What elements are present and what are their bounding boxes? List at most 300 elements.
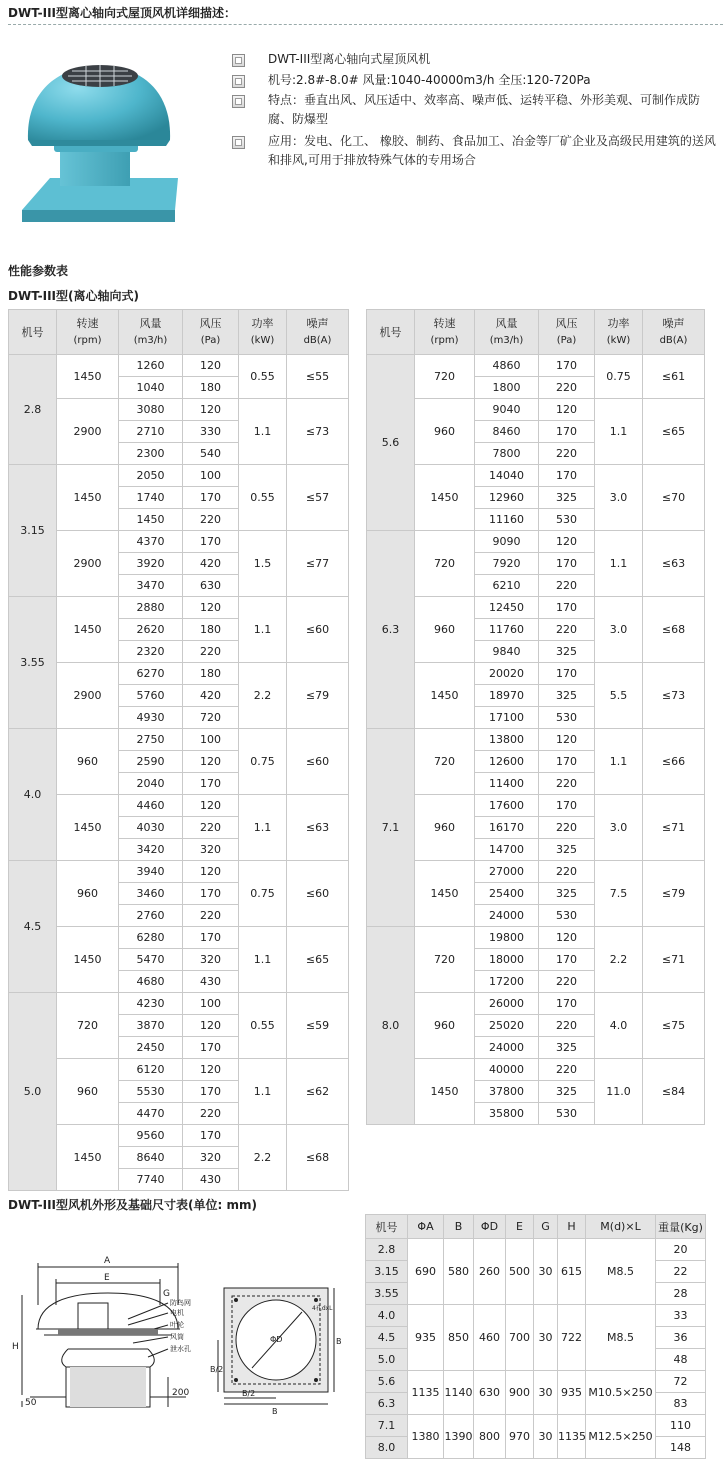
model-no-cell: 3.15 <box>366 1261 408 1283</box>
rpm-cell: 720 <box>415 927 475 993</box>
noise-cell: ≤66 <box>643 729 705 795</box>
airflow-cell: 3920 <box>119 553 183 575</box>
airflow-cell: 1040 <box>119 377 183 399</box>
perf-header-unit: (rpm) <box>73 335 102 346</box>
dimension-cell: 30 <box>534 1371 558 1415</box>
table-row <box>367 927 705 949</box>
rpm-cell: 960 <box>57 729 119 795</box>
noise-cell: ≤84 <box>643 1059 705 1125</box>
weight-cell: 110 <box>656 1415 706 1437</box>
airflow-cell: 25400 <box>475 883 539 905</box>
weight-cell: 22 <box>656 1261 706 1283</box>
airflow-cell: 6270 <box>119 663 183 685</box>
pressure-cell: 320 <box>183 949 239 971</box>
noise-cell: ≤60 <box>287 861 349 927</box>
power-cell: 0.75 <box>239 729 287 795</box>
rpm-cell: 1450 <box>415 1059 475 1125</box>
pressure-cell: 170 <box>539 993 595 1015</box>
noise-cell: ≤70 <box>643 465 705 531</box>
pressure-cell: 180 <box>183 377 239 399</box>
pressure-cell: 120 <box>539 399 595 421</box>
model-no-cell: 7.1 <box>366 1415 408 1437</box>
dims-header-cell: 重量(Kg) <box>656 1215 706 1239</box>
perf-header-cell <box>9 310 57 355</box>
power-cell: 3.0 <box>595 597 643 663</box>
airflow-cell: 4230 <box>119 993 183 1015</box>
pressure-cell: 220 <box>183 905 239 927</box>
power-cell: 2.2 <box>239 1125 287 1191</box>
airflow-cell: 8640 <box>119 1147 183 1169</box>
dims-header-cell: E <box>506 1215 534 1239</box>
dimension-cell: 900 <box>506 1371 534 1415</box>
weight-cell: 72 <box>656 1371 706 1393</box>
airflow-cell: 2590 <box>119 751 183 773</box>
dimension-cell: 460 <box>474 1305 506 1371</box>
perf-header-cell <box>367 310 415 355</box>
pressure-cell: 325 <box>539 839 595 861</box>
pressure-cell: 120 <box>183 1059 239 1081</box>
dims-header-cell: B <box>444 1215 474 1239</box>
power-cell: 1.1 <box>239 1059 287 1125</box>
pressure-cell: 180 <box>183 663 239 685</box>
perf-header-unit: dB(A) <box>303 335 332 346</box>
feature-item <box>232 50 723 69</box>
table-row <box>367 355 705 377</box>
dim-label-g: G <box>163 1289 170 1299</box>
table-row <box>367 399 705 421</box>
rpm-cell: 1450 <box>415 663 475 729</box>
weight-cell: 36 <box>656 1327 706 1349</box>
noise-cell: ≤79 <box>643 861 705 927</box>
dimension-cell: 800 <box>474 1415 506 1459</box>
airflow-cell: 5530 <box>119 1081 183 1103</box>
airflow-cell: 11400 <box>475 773 539 795</box>
model-no-cell: 8.0 <box>367 927 415 1125</box>
perf-header-unit: (m3/h) <box>133 335 168 346</box>
dimension-cell: 30 <box>534 1239 558 1305</box>
airflow-cell: 14040 <box>475 465 539 487</box>
perf-header-cell <box>183 310 239 355</box>
pressure-cell: 420 <box>183 553 239 575</box>
noise-cell: ≤63 <box>643 531 705 597</box>
table-row <box>367 1059 705 1081</box>
model-no-cell: 6.3 <box>367 531 415 729</box>
dimension-cell: 1135 <box>408 1371 444 1415</box>
power-cell: 1.1 <box>239 927 287 993</box>
table-row <box>367 993 705 1015</box>
power-cell: 0.75 <box>239 861 287 927</box>
airflow-cell: 18970 <box>475 685 539 707</box>
noise-cell: ≤77 <box>287 531 349 597</box>
weight-cell: 28 <box>656 1283 706 1305</box>
feature-text: DWT-III型离心轴向式屋顶风机 <box>268 52 431 66</box>
airflow-cell: 24000 <box>475 1037 539 1059</box>
power-cell: 1.1 <box>595 399 643 465</box>
perf-header-label: 转速 <box>433 317 456 330</box>
airflow-cell: 1260 <box>119 355 183 377</box>
airflow-cell: 4460 <box>119 795 183 817</box>
airflow-cell: 3420 <box>119 839 183 861</box>
dimension-cell: M12.5×250 <box>586 1415 656 1459</box>
pressure-cell: 120 <box>183 861 239 883</box>
pressure-cell: 220 <box>539 861 595 883</box>
dimension-cell: 970 <box>506 1415 534 1459</box>
perf-header-cell <box>287 310 349 355</box>
power-cell: 5.5 <box>595 663 643 729</box>
perf-header-unit: (rpm) <box>430 335 459 346</box>
dim-label-a: A <box>104 1256 111 1266</box>
dim-label-b2-horz: B/2 <box>242 1389 256 1398</box>
dims-table-title: DWT-III型风机外形及基础尺寸表(单位: mm) <box>8 1198 257 1212</box>
model-no-cell: 4.0 <box>366 1305 408 1327</box>
table-row <box>367 465 705 487</box>
dim-label-phid: ΦD <box>270 1335 283 1344</box>
pressure-cell: 720 <box>183 707 239 729</box>
table-row <box>367 531 705 553</box>
airflow-cell: 9090 <box>475 531 539 553</box>
airflow-cell: 5470 <box>119 949 183 971</box>
dim-label-holes: 4孔dxL <box>312 1305 333 1312</box>
airflow-cell: 12600 <box>475 751 539 773</box>
dim-label-b-vert: B <box>336 1337 342 1346</box>
airflow-cell: 17200 <box>475 971 539 993</box>
perf-header-label: 功率 <box>251 317 274 330</box>
power-cell: 2.2 <box>239 663 287 729</box>
pressure-cell: 420 <box>183 685 239 707</box>
airflow-cell: 2040 <box>119 773 183 795</box>
power-cell: 1.5 <box>239 531 287 597</box>
pressure-cell: 320 <box>183 839 239 861</box>
rpm-cell: 960 <box>415 399 475 465</box>
airflow-cell: 17600 <box>475 795 539 817</box>
model-no-cell: 2.8 <box>9 355 57 465</box>
airflow-cell: 2760 <box>119 905 183 927</box>
rpm-cell: 720 <box>57 993 119 1059</box>
table-row <box>367 795 705 817</box>
perf-header-label: 噪声 <box>306 317 329 330</box>
pressure-cell: 120 <box>539 729 595 751</box>
feature-item <box>232 132 723 170</box>
dim-label-b-horz: B <box>272 1407 278 1416</box>
dim-label-50: 50 <box>25 1398 37 1408</box>
fan-product-image <box>20 60 180 230</box>
noise-cell: ≤75 <box>643 993 705 1059</box>
dim-label-h: H <box>12 1342 19 1352</box>
callout-duct: 风筒 <box>170 1333 184 1341</box>
callout-drain-hole: 泄水孔 <box>170 1345 191 1353</box>
feature-text: 特点：垂直出风、风压适中、效率高、噪声低、运转平稳、外形美观、可制作成防腐、防爆型 <box>268 93 701 126</box>
noise-cell: ≤57 <box>287 465 349 531</box>
airflow-cell: 12450 <box>475 597 539 619</box>
pressure-cell: 170 <box>539 553 595 575</box>
dimension-cell: 935 <box>558 1371 586 1415</box>
noise-cell: ≤63 <box>287 795 349 861</box>
airflow-cell: 3470 <box>119 575 183 597</box>
perf-header-label: 功率 <box>607 317 630 330</box>
pressure-cell: 530 <box>539 707 595 729</box>
airflow-cell: 3870 <box>119 1015 183 1037</box>
airflow-cell: 4370 <box>119 531 183 553</box>
table-row <box>9 465 349 487</box>
noise-cell: ≤61 <box>643 355 705 399</box>
pressure-cell: 430 <box>183 1169 239 1191</box>
perf-header-cell <box>119 310 183 355</box>
power-cell: 7.5 <box>595 861 643 927</box>
noise-cell: ≤55 <box>287 355 349 399</box>
pressure-cell: 100 <box>183 993 239 1015</box>
rpm-cell: 720 <box>415 355 475 399</box>
weight-cell: 148 <box>656 1437 706 1459</box>
dimension-cell: 1140 <box>444 1371 474 1415</box>
noise-cell: ≤60 <box>287 729 349 795</box>
pressure-cell: 100 <box>183 465 239 487</box>
dimension-cell: 1380 <box>408 1415 444 1459</box>
dimension-cell: 690 <box>408 1239 444 1305</box>
pressure-cell: 325 <box>539 641 595 663</box>
bullet-icon <box>232 75 245 88</box>
rpm-cell: 1450 <box>415 861 475 927</box>
rpm-cell: 2900 <box>57 531 119 597</box>
performance-table-right <box>366 309 705 1125</box>
pressure-cell: 220 <box>539 377 595 399</box>
dimension-cell: M10.5×250 <box>586 1371 656 1415</box>
pressure-cell: 170 <box>539 663 595 685</box>
table-row <box>367 663 705 685</box>
perf-header-label: 转速 <box>76 317 99 330</box>
perf-header-unit: (Pa) <box>200 335 221 346</box>
pressure-cell: 170 <box>539 421 595 443</box>
perf-header-cell <box>475 310 539 355</box>
dims-header-cell: M(d)×L <box>586 1215 656 1239</box>
perf-header-cell <box>539 310 595 355</box>
callout-motor: 电机 <box>170 1309 184 1317</box>
power-cell: 3.0 <box>595 795 643 861</box>
pressure-cell: 120 <box>539 927 595 949</box>
pressure-cell: 170 <box>539 949 595 971</box>
perf-header-unit: (kW) <box>606 335 631 346</box>
weight-cell: 33 <box>656 1305 706 1327</box>
power-cell: 1.1 <box>239 399 287 465</box>
rpm-cell: 2900 <box>57 663 119 729</box>
noise-cell: ≤62 <box>287 1059 349 1125</box>
dimension-cell: 850 <box>444 1305 474 1371</box>
perf-header-cell <box>415 310 475 355</box>
pressure-cell: 330 <box>183 421 239 443</box>
dims-header-cell: G <box>534 1215 558 1239</box>
table-row <box>366 1239 706 1261</box>
model-no-cell: 2.8 <box>366 1239 408 1261</box>
table-row <box>9 531 349 553</box>
bullet-icon <box>232 54 245 67</box>
rpm-cell: 1450 <box>57 597 119 663</box>
model-no-cell: 5.0 <box>366 1349 408 1371</box>
performance-table-left <box>8 309 349 1191</box>
power-cell: 1.1 <box>239 597 287 663</box>
dimension-cell: 580 <box>444 1239 474 1305</box>
pressure-cell: 325 <box>539 685 595 707</box>
page-title: DWT-III型离心轴向式屋顶风机详细描述： <box>8 6 236 20</box>
perf-header-unit: (m3/h) <box>489 335 524 346</box>
dims-header-cell: H <box>558 1215 586 1239</box>
pressure-cell: 430 <box>183 971 239 993</box>
rpm-cell: 960 <box>415 795 475 861</box>
model-no-cell: 5.6 <box>366 1371 408 1393</box>
airflow-cell: 3080 <box>119 399 183 421</box>
pressure-cell: 170 <box>183 883 239 905</box>
feature-item <box>232 91 723 129</box>
airflow-cell: 19800 <box>475 927 539 949</box>
airflow-cell: 4860 <box>475 355 539 377</box>
power-cell: 0.55 <box>239 465 287 531</box>
noise-cell: ≤68 <box>643 597 705 663</box>
model-no-cell: 3.55 <box>9 597 57 729</box>
feature-item <box>232 71 723 90</box>
dimension-cell: 722 <box>558 1305 586 1371</box>
table-row <box>9 663 349 685</box>
table-row <box>367 729 705 751</box>
airflow-cell: 9560 <box>119 1125 183 1147</box>
power-cell: 0.55 <box>239 993 287 1059</box>
pressure-cell: 220 <box>539 1059 595 1081</box>
table-row <box>9 927 349 949</box>
airflow-cell: 3460 <box>119 883 183 905</box>
dimension-cell: 630 <box>474 1371 506 1415</box>
airflow-cell: 6210 <box>475 575 539 597</box>
title-divider <box>8 24 723 25</box>
airflow-cell: 7740 <box>119 1169 183 1191</box>
airflow-cell: 3940 <box>119 861 183 883</box>
airflow-cell: 40000 <box>475 1059 539 1081</box>
fan-side-view-drawing <box>8 1245 208 1425</box>
airflow-cell: 20020 <box>475 663 539 685</box>
perf-header-label: 风量 <box>139 317 162 330</box>
bullet-icon <box>232 95 245 108</box>
power-cell: 1.1 <box>595 729 643 795</box>
pressure-cell: 220 <box>183 817 239 839</box>
table-row <box>366 1371 706 1393</box>
model-no-cell: 7.1 <box>367 729 415 927</box>
pressure-cell: 325 <box>539 1037 595 1059</box>
model-no-cell: 5.6 <box>367 355 415 531</box>
perf-section-title: 性能参数表 <box>8 264 69 278</box>
noise-cell: ≤59 <box>287 993 349 1059</box>
dimension-cell: 700 <box>506 1305 534 1371</box>
feature-text: 应用：发电、化工、 橡胶、制药、食品加工、冶金等厂矿企业及高级民用建筑的送风和排风,可用于排放特殊气体的专用场合 <box>268 134 716 167</box>
model-no-cell: 8.0 <box>366 1437 408 1459</box>
pressure-cell: 220 <box>183 641 239 663</box>
airflow-cell: 18000 <box>475 949 539 971</box>
dimension-cell: 260 <box>474 1239 506 1305</box>
pressure-cell: 170 <box>539 355 595 377</box>
noise-cell: ≤79 <box>287 663 349 729</box>
perf-header-label: 机号 <box>379 325 402 339</box>
power-cell: 3.0 <box>595 465 643 531</box>
airflow-cell: 6120 <box>119 1059 183 1081</box>
pressure-cell: 100 <box>183 729 239 751</box>
pressure-cell: 530 <box>539 509 595 531</box>
perf-header-unit: (Pa) <box>556 335 577 346</box>
table-row <box>9 597 349 619</box>
pressure-cell: 220 <box>539 1015 595 1037</box>
table-row <box>9 399 349 421</box>
pressure-cell: 170 <box>183 1081 239 1103</box>
rpm-cell: 1450 <box>57 795 119 861</box>
pressure-cell: 220 <box>183 1103 239 1125</box>
perf-header-label: 噪声 <box>662 317 685 330</box>
weight-cell: 20 <box>656 1239 706 1261</box>
pressure-cell: 170 <box>183 531 239 553</box>
table-row <box>9 1059 349 1081</box>
airflow-cell: 5760 <box>119 685 183 707</box>
airflow-cell: 26000 <box>475 993 539 1015</box>
noise-cell: ≤65 <box>287 927 349 993</box>
model-no-cell: 4.5 <box>9 861 57 993</box>
rpm-cell: 1450 <box>57 927 119 993</box>
airflow-cell: 2750 <box>119 729 183 751</box>
pressure-cell: 220 <box>539 619 595 641</box>
dimensions-table <box>365 1214 706 1459</box>
rpm-cell: 1450 <box>415 465 475 531</box>
dimension-cell: 935 <box>408 1305 444 1371</box>
airflow-cell: 2880 <box>119 597 183 619</box>
rpm-cell: 1450 <box>57 465 119 531</box>
pressure-cell: 120 <box>183 795 239 817</box>
rpm-cell: 1450 <box>57 355 119 399</box>
pressure-cell: 325 <box>539 1081 595 1103</box>
rpm-cell: 2900 <box>57 399 119 465</box>
perf-header-label: 风量 <box>495 317 518 330</box>
dimension-cell: 500 <box>506 1239 534 1305</box>
perf-table-title: DWT-III型(离心轴向式) <box>8 289 139 303</box>
power-cell: 1.1 <box>239 795 287 861</box>
callout-bird-net: 防鸟网 <box>170 1299 191 1307</box>
pressure-cell: 530 <box>539 1103 595 1125</box>
table-row <box>366 1305 706 1327</box>
perf-header-cell <box>239 310 287 355</box>
dimension-cell: M8.5 <box>586 1239 656 1305</box>
airflow-cell: 2620 <box>119 619 183 641</box>
power-cell: 11.0 <box>595 1059 643 1125</box>
pressure-cell: 170 <box>183 1037 239 1059</box>
pressure-cell: 220 <box>539 443 595 465</box>
power-cell: 0.75 <box>595 355 643 399</box>
table-row <box>9 729 349 751</box>
model-no-cell: 4.0 <box>9 729 57 861</box>
pressure-cell: 170 <box>183 487 239 509</box>
table-row <box>9 1125 349 1147</box>
power-cell: 4.0 <box>595 993 643 1059</box>
pressure-cell: 220 <box>539 971 595 993</box>
dims-header-cell: 机号 <box>366 1215 408 1239</box>
noise-cell: ≤65 <box>643 399 705 465</box>
airflow-cell: 2050 <box>119 465 183 487</box>
airflow-cell: 24000 <box>475 905 539 927</box>
dim-label-b2-vert: B/2 <box>210 1365 224 1374</box>
airflow-cell: 6280 <box>119 927 183 949</box>
noise-cell: ≤60 <box>287 597 349 663</box>
table-row <box>9 993 349 1015</box>
rpm-cell: 960 <box>57 861 119 927</box>
feature-text: 机号:2.8#-8.0# 风量:1040-40000m3/h 全压:120-720Pa <box>268 73 591 87</box>
airflow-cell: 7800 <box>475 443 539 465</box>
airflow-cell: 2300 <box>119 443 183 465</box>
airflow-cell: 12960 <box>475 487 539 509</box>
dimension-cell: 1135 <box>558 1415 586 1459</box>
weight-cell: 83 <box>656 1393 706 1415</box>
airflow-cell: 11760 <box>475 619 539 641</box>
table-row <box>367 597 705 619</box>
pressure-cell: 220 <box>539 773 595 795</box>
